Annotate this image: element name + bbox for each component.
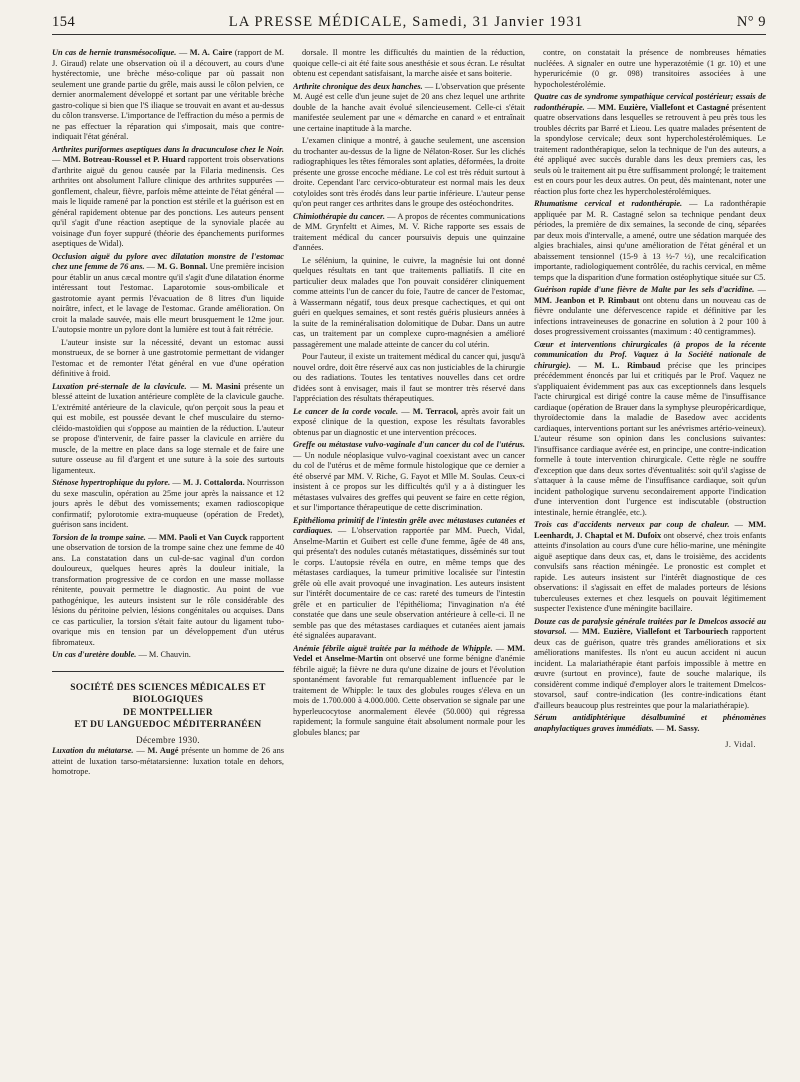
article-authors: MM. Leenhardt, J. Chaptal et M. Dufoix: [534, 520, 766, 540]
article-paragraph: [534, 199, 766, 283]
page-header: [52, 14, 766, 35]
article-paragraph: [52, 650, 284, 661]
article-title: Sténose hypertrophique du pylore.: [52, 478, 171, 487]
title-separator: —: [145, 532, 159, 542]
article-paragraph: [293, 82, 525, 135]
title-separator: —: [682, 199, 705, 208]
article-body: L'examen clinique a montré, à gauche seulement, une ascension du trochanter au-dessus de la ligne de Nélaton-Roser. Sur les clichés radiographiques les têtes fémorales sont aplaties, déformées, la droite présente une grosse encoche médiane. Le col est très réduit surtout à droite. Cependant l'arc cervico-obturateur est normal mais les deux cotyloïdes sont très érodés dans leur partie inférieure. L'auteur pense qu'on peut ranger ces arthrites dans le groupe des ostéochondrites.: [293, 136, 525, 208]
article-authors: M. Augé: [147, 746, 179, 755]
issue-number: N° 9: [736, 14, 766, 30]
article-paragraph: [534, 92, 766, 197]
article-authors: M. Masini: [202, 381, 241, 391]
article-columns: [52, 48, 766, 1072]
article-title: Greffe ou métastase vulvo-vaginale d'un cancer du col de l'utérus.: [293, 440, 525, 449]
article-title: Sérum antidiphtérique désalbuminé et phénomènes anaphylactiques graves immédiats.: [534, 713, 766, 733]
article-authors: MM. Vedel et Anselme-Martin: [293, 643, 525, 663]
article-title: Arthrite chronique des deux hanches.: [293, 81, 423, 91]
title-separator: —: [653, 723, 667, 733]
article-paragraph: [293, 256, 525, 351]
article-title: Le cancer de la corde vocale.: [293, 406, 399, 416]
article-authors: M. Sassy.: [666, 723, 700, 733]
column-2: [293, 48, 525, 1072]
article-title: Luxation pré-sternale de la clavicule.: [52, 381, 187, 391]
title-separator: —: [398, 406, 413, 416]
article-paragraph: [293, 352, 525, 405]
title-separator: —: [584, 102, 599, 112]
article-title: Torsion de la trompe saine.: [52, 532, 146, 542]
society-line-2: DE MONTPELLIER: [123, 707, 213, 718]
society-line-1: SOCIÉTÉ DES SCIENCES MÉDICALES ET BIOLOGIQUES: [70, 682, 266, 705]
society-date: Décembre 1930.: [136, 734, 200, 745]
article-title: Douze cas de paralysie générale traitées par le Dmelcos associé au stovarsol.: [534, 616, 766, 636]
article-title: Trois cas d'accidents nerveux par coup de chaleur.: [534, 520, 730, 529]
title-separator: —: [136, 650, 149, 659]
column-3: [534, 48, 766, 1072]
title-separator: —: [570, 360, 595, 370]
article-body: Nourrisson du sexe masculin, opération au 25me jour après la naissance et 12 jours après le début des vomissements; examen radioscopique confirmatif; pylorotomie extra-muqueuse (opération de Fredet), guérison sans incident.: [52, 478, 284, 529]
article-paragraph: [52, 252, 284, 336]
article-authors: M. G. Bonnal.: [157, 262, 208, 271]
article-title: Cœur et interventions chirurgicales (à propos de la récente communication du Prof. Vaquez à la Société nationale de chirurgie).: [534, 339, 766, 370]
article-title: Luxation du métatarse.: [52, 746, 134, 755]
journal-title: LA PRESSE MÉDICALE, Samedi, 31 Janvier 1931: [228, 14, 584, 30]
article-body: M. Chauvin.: [148, 650, 191, 659]
article-title: Rhumatisme cervical et radonthérapie.: [534, 199, 683, 208]
article-paragraph: [52, 338, 284, 380]
article-body: A propos de récentes communications de MM. Grynfeltt et Aimes, M. V. Riche rapporte ses essais de traitement médical du cancer poursuivis depuis une quinzaine d'années.: [293, 211, 525, 252]
article-paragraph: [52, 145, 284, 250]
title-separator: —: [186, 381, 203, 391]
signature: J. Vidal.: [725, 740, 756, 749]
article-body: contre, on constatait la présence de nombreuses hématies nucléées. A signaler en outre une hyperazotémie (1 gr. 10) et une hyperuricémie (0 gr. 098) transitoires associées à une hypocholestérolémie.: [534, 48, 766, 89]
article-title: Quatre cas de syndrome sympathique cervical postérieur; essais de radonthérapie.: [534, 92, 766, 112]
article-body: (rapport de M. J. Giraud) relate une observation où il a découvert, au cours d'une hystérectomie, une brèche méso-colique par où passait non seulement une grande partie du grêle, mais aussi le côlon pelvien, ce dernier anormalement développé et sortant par une véritable brèche gastro-colique si bien que l'S iliaque se trouvait en avant et au-dessus du côlon transverse. L'importance de l'effraction du méso a permis de ne pas effectuer la réparation qui s'imposait, mais que contre-indiquait l'état général.: [52, 48, 284, 141]
article-body: Une première incision pour établir un anus cæcal montre qu'il s'agit d'une dilatation énorme intéressant tout l'estomac. Laparotomie sous-ombilicale et gastrotomie ayant permis l'évacuation de 8 litres d'un liquide noirâtre, infect, et le lavage de l'estomac. Grande amélioration. On croit la malade sauvée, mais elle meurt brusquement le 12me jour. L'autopsie montre un pylore dont la lumière est tout à fait rétrécie.: [52, 262, 284, 334]
article-body: rapportent deux cas de guérison, quatre très grandes améliorations et six améliorations manifestes. Ils n'ont eu aucun accident ni aucun incident. La malariathérapie étant parfois impossible à mettre en œuvre (surtout en province), faute de souche malarique, ils considèrent comme indiqué d'employer alors le traitement Dmelcos-stovarsol, sauf contre-indication (les contre-indications étant d'ailleurs beaucoup plus restreintes que pour la malariathérapie).: [534, 627, 766, 710]
article-paragraph: [293, 407, 525, 439]
article-paragraph: [52, 478, 284, 531]
article-body: rapportent une observation de torsion de la trompe saine chez une femme de 40 ans. La constatation dans un cul-de-sac vaginal d'un cordon douloureux, quelques heures après la douleur initiale, la transformation progressive de ce cordon en une masse mollasse rénitente, pouvait permettre le diagnostic. Au point de vue pathogénique, les auteurs insistent sur le rôle considérable des lésions du péritoine pelvien, lésions congénitales ou acquises. Dans ce cas particulier, la torsion s'était faite autour du ligament tubo-ovarique mis en tension par un développement d'un utérus fibromateux.: [52, 532, 284, 647]
article-body: présentent quatre observations dans lesquelles se retrouvent à peu près tous les troubles décrits par Barré et Lieou. Les quatre malades présentent de la spondylose cervicale; deux sont hypercholestérolémiques. Le traitement radonthérapique, selon la technique de l'un des auteurs, a été appliqué avec succès durable dans les deux premiers cas, les seuls où le traitement ait pu être suffisamment prolongé; le traitement est en cours pour les deux autres. On peut, dès maintenant, noter une réaction plus forte chez les hypercholestérolémiques.: [534, 102, 766, 196]
article-title: Un cas de hernie transmésocolique.: [52, 48, 177, 57]
title-separator: —: [332, 526, 352, 535]
article-paragraph: [534, 340, 766, 519]
title-separator: —: [176, 48, 190, 57]
title-separator: —: [293, 450, 305, 460]
article-title: Arthrites puriformes aseptiques dans la dracunculose chez le Noir.: [52, 144, 284, 154]
article-body: Pour l'auteur, il existe un traitement médical du cancer qui, jusqu'à nouvel ordre, doit être réservé aux cas non justiciables de la chirurgie ou des radiations. Toutes les tentatives nouvelles dans cet ordre d'idées sont à envisager, mais il faut se montrer très réservé dans l'appréciation des résultats thérapeutiques.: [293, 352, 525, 403]
article-authors: M. A. Caire: [189, 48, 233, 57]
article-paragraph: [534, 520, 766, 615]
article-authors: MM. Jeanbon et P. Rimbaut: [534, 295, 640, 305]
title-separator: —: [144, 262, 158, 271]
title-separator: —: [133, 746, 148, 755]
title-separator: —: [170, 478, 183, 487]
article-body: L'auteur insiste sur la nécessité, devant un estomac aussi monstrueux, de se borner à une gastrotomie permettant de vidanger l'estomac et de remonter l'état général en vue d'une opération définitive à froid.: [52, 337, 284, 378]
column-1: [52, 48, 284, 1072]
article-title: Anémie fébrile aiguë traitée par la méthode de Whipple.: [293, 643, 493, 653]
article-body: présente un blessé atteint de luxation antérieure complète de la clavicule gauche. L'extrémité antérieure de la clavicule, qu'on perçoit sous la peau et qui est mobile, est poussée devant le chef musculaire du sterno-cléido-mastoïdien qui s'oppose au maintien de la réduction. L'auteur se propose d'intervenir, de faire passer la clavicule en arrière du muscle, de la mettre en place dans sa loge sternale et de faire une suture osseuse au fil d'argent et une suture à la soie des surtouts ligamenteux.: [52, 381, 284, 475]
title-separator: —: [492, 643, 508, 653]
article-body: Le sélénium, la quinine, le cuivre, la magnésie lui ont donné quelques résultats en tant que traitements palliatifs. Il cite en particulier deux malades que l'on pouvait considérer cliniquement comme atteints l'un de cancer du foie, l'autre de cancer de l'estomac, à Wassermann négatif, tous deux presque cachectiques, et qui ont guéri en quelques semaines, et sont restés guéris plusieurs années à la suite de la reminéralisation dolomitique de Dubar. Dans un autre cas, un traitement par un complexe cupro-magnésien a amélioré passagèrement une malade atteinte de cancer du col utérin.: [293, 255, 525, 349]
title-separator: —: [52, 155, 63, 164]
newspaper-page: [52, 14, 766, 1076]
title-separator: —: [729, 520, 749, 529]
article-body: précise que les principes précédemment énoncés par lui et critiqués par le Prof. Vaquez ne s'appliquaient évidemment pas aux cas exceptionnels dans lesquels l'acte chirurgical est dirigé contre la cause même de l'insuffisance cardiaque (opération de Brauer dans la symphyse pleuropéricardique, thyroïdectomie dans la maladie de Basedow avec accidents cardiaques, interventions portant sur les anévrismes artério-veineux). L'auteur résume son opinion dans les conclusions suivantes: l'insuffisance cardiaque avérée est, en principe, une contre-indication formelle à toute intervention chirurgicale. Cette règle ne souffre d'exception que dans deux sortes d'éventualités: soit qu'il s'agisse de s'attaquer à la cause même de l'insuffisance cardiaque, soit qu'un incident pathologique survenu secondairement apporte l'indication d'une intervention dont l'urgence est indiscutable (obstruction intestinale, hernie étranglée, etc.).: [534, 360, 766, 517]
article-authors: MM. Euzière, Viallefont et Castagné: [598, 102, 730, 112]
article-authors: M. Terracol,: [412, 406, 459, 416]
article-paragraph: [52, 533, 284, 649]
article-authors: MM. Paoli et Van Cuyck: [158, 532, 248, 542]
article-paragraph: [293, 48, 525, 80]
article-paragraph: [293, 516, 525, 642]
article-title: Occlusion aiguë du pylore avec dilatation monstre de l'estomac chez une femme de 76 ans.: [52, 251, 284, 271]
article-paragraph: [52, 48, 284, 143]
article-body: L'observation rapportée par MM. Puech, Vidal, Anselme-Martin et Guibert est celle d'une femme, âgée de 48 ans, qui présenta't des nodules cutanés métastatiques, disséminés sur tout le corps. L'autopsie révéla en outre, en même temps que des métastases cardiaques, la tumeur primitive localisée sur l'intestin grêle où elle avait provoqué une invagination. Les auteurs insistent sur l'intérêt documentaire de ce cas: rareté des tumeurs de l'intestin grêle et en particulier de l'épithélioma; l'invagination n'a été constatée que dans une seule observation antérieure à celle-ci. Il ne semble pas que des métastases cardiaques et cutanées aient jamais été signalées auparavant.: [293, 526, 525, 640]
article-title: Epithélioma primitif de l'intestin grêle avec métastases cutanées et cardiaques.: [293, 515, 525, 535]
article-paragraph: [534, 285, 766, 338]
article-paragraph: [52, 382, 284, 477]
article-body: ont observé une forme bénigne d'anémie fébrile aiguë; la fièvre ne dura qu'une dizaine de jours et l'évolution spontanément favorable fut remarquablement influencée par le traitement de Whipple: le taux des globules rouges s'éleva en un mois de 1.700.000 à 4.000.000. Cette observation se signale par une hyperleucocytose anormalement élevée (50.000) qui régressa rapidement; la formule sanguine était absolument normale pour les globules blancs; par: [293, 654, 525, 737]
article-title: Un cas d'uretère double.: [52, 650, 137, 659]
article-body: après avoir fait un exposé clinique de la question, expose les résultats favorables obtenus par un diagnostic et une intervention précoces.: [293, 406, 525, 437]
article-body: dorsale. Il montre les difficultés du maintien de la réduction, quoique celle-ci ait été faite sous anesthésie et sous écran. Le résultat obtenu est cependant satisfaisant, la marche aisée et sans boiterie.: [293, 48, 525, 78]
society-heading: [52, 671, 284, 747]
article-title: Guérison rapide d'une fièvre de Malte par les sels d'acridine.: [534, 285, 755, 294]
article-authors: MM. Euzière, Viallefont et Tarbouriech: [581, 627, 729, 636]
article-body: L'observation que présente M. Augé est celle d'un jeune sujet de 20 ans chez lequel une arthrite double de la hanche avait évolué silencieusement. Celle-ci s'était manifestée seulement par une « démarche en canard » et entraînait une certaine inaptitude à la marche.: [293, 81, 525, 133]
article-authors: M. L. Rimbaud: [594, 360, 661, 370]
title-separator: —: [422, 81, 436, 91]
article-body: présente un homme de 26 ans atteint de luxation tarso-métatarsienne: luxation totale en dehors, homotrope.: [52, 746, 284, 776]
article-paragraph: [293, 136, 525, 210]
article-body: rapportent trois observations d'arthrite aiguë du genou causée par la Filaria medinensis. Ces arthrites ont absolument l'allure clinique des arthrites suppurées — gonflement, chaleur, fièvre, parfois même atteinte de l'état général — mais le liquide ramené par la ponction est stérile et la guérison est en général rapidement obtenue par des ponctions. Les auteurs pensent qu'il s'agit d'une réaction aseptique de la synoviale placée au voisinage d'un foyer suppuré (théorie des épanchements puriformes aseptiques de Widal).: [52, 155, 284, 248]
article-paragraph: [534, 713, 766, 734]
title-separator: —: [384, 211, 398, 221]
article-paragraph: [293, 440, 525, 514]
article-title: Chimiothérapie du cancer.: [293, 211, 385, 221]
title-separator: —: [566, 627, 582, 636]
article-paragraph: [293, 644, 525, 739]
title-separator: —: [754, 285, 766, 294]
article-body: La radonthérapie appliquée par M. R. Castagné selon sa technique pendant deux périodes, la première de dix semaines, la seconde de cinq, séparées par deux mois d'intervalle, a amené, outre une sédation marquée des algies brachiales, ainsi qu'une amélioration de l'état général et un abaissement tensionnel (15-9 à 13 ½-7 ½), une recalcification importante, radiologiquement contrôlée, du rachis cervical, en même temps que la disparition d'une formation ostéophytique située sur C5.: [534, 199, 766, 282]
page-number: 154: [52, 14, 76, 30]
article-authors: MM. Botreau-Roussel et P. Huard: [62, 155, 186, 164]
article-body: Un nodule néoplasique vulvo-vaginal coexistant avec un cancer du col de l'utérus et de même formule histologique que ce dernier a été observé par MM. V. Riche, G. Fayot et Mlle M. Soulas. Ceux-ci insistent à ce propos sur les difficultés qu'il y a à distinguer les métastases vulvaires des greffes qui peuvent se faire en cette région, et sur l'importance thérapeutique de cette discrimination.: [293, 450, 525, 512]
article-authors: M. J. Cottalorda.: [183, 478, 245, 487]
article-body: ont observé, chez trois enfants atteints d'insolation au cours d'une cure hélio-marine, une méningite aiguë aseptique dans deux cas, et, dans le troisième, des accidents convulsifs sans réaction méningée. Le pronostic est complet et rapide. Les auteurs insistent sur l'intérêt diagnostique de ces observations: il s'agissait en effet de malades porteurs de lésions tuberculeuses externes et chez lesquels on pouvait légitimement suspecter l'existence d'une méningite bacillaire.: [534, 530, 766, 613]
article-body: ont obtenu dans un nouveau cas de fièvre ondulante une défervescence rapide et définitive par les infections intraveineuses de gonacrine en solution à 2 pour 100 à doses progressivement croissantes (maximum : 40 centigrammes).: [534, 295, 766, 336]
article-paragraph: [52, 746, 284, 778]
society-line-3: ET DU LANGUEDOC MÉDITERRANÉEN: [74, 720, 262, 730]
article-paragraph: [534, 48, 766, 90]
article-paragraph: [534, 617, 766, 712]
article-paragraph: [293, 212, 525, 254]
